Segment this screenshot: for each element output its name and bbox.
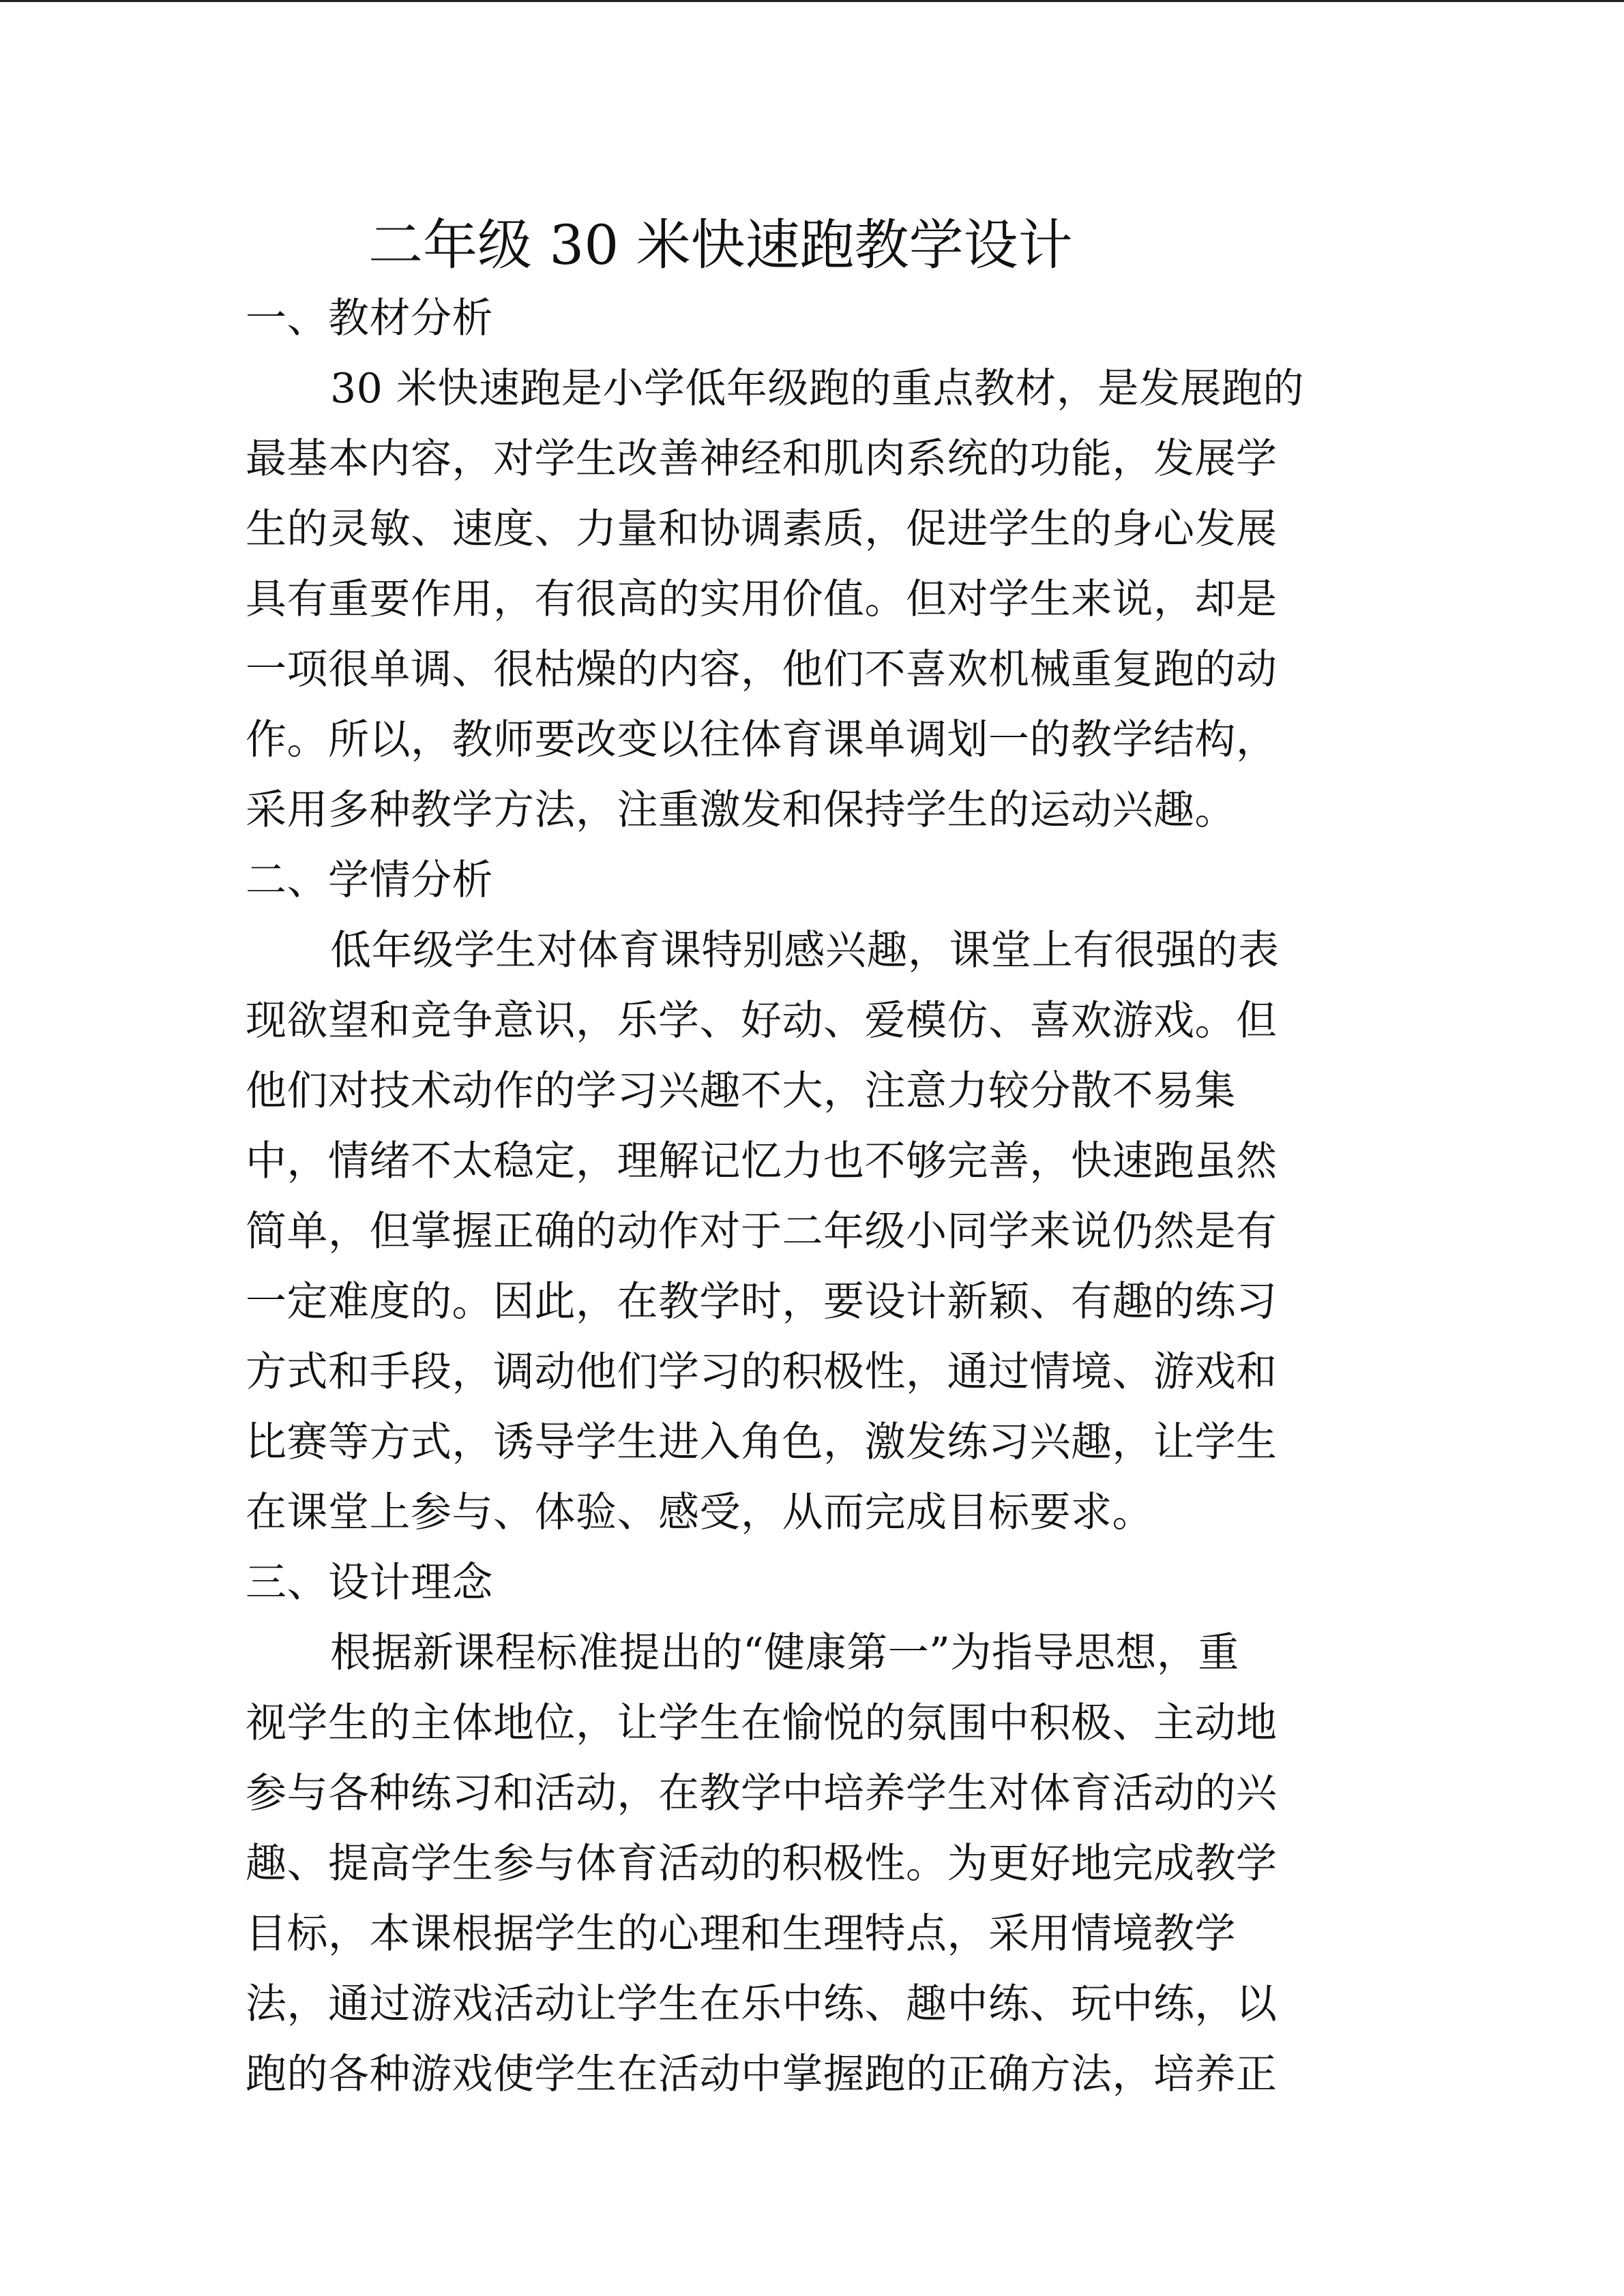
paragraph-line: 一定难度的。因此，在教学时，要设计新颖、有趣的练习 <box>246 1278 1278 1326</box>
paragraph-line: 生的灵敏、速度、力量和协调素质，促进学生的身心发展 <box>246 505 1278 553</box>
section-textbook-analysis <box>246 284 1350 846</box>
paragraph-line: 跑的各种游戏使学生在活动中掌握跑的正确方法，培养正 <box>246 2051 1278 2098</box>
paragraph-line: 现欲望和竞争意识，乐学、好动、爱模仿、喜欢游戏。但 <box>246 997 1278 1045</box>
document-page <box>246 205 1350 2110</box>
paragraph-line: 方式和手段，调动他们学习的积极性，通过情境、游戏和 <box>246 1348 1278 1396</box>
section-heading: 一、教材分析 <box>246 295 493 342</box>
paragraph-line: 一项很单调、很枯燥的内容，他们不喜欢机械重复跑的动 <box>246 646 1278 694</box>
paragraph-line: 视学生的主体地位，让学生在愉悦的氛围中积极、主动地 <box>246 1699 1278 1747</box>
paragraph-line: 参与各种练习和活动，在教学中培养学生对体育活动的兴 <box>246 1770 1278 1817</box>
section-design-concept <box>246 1548 1350 2110</box>
paragraph-line: 他们对技术动作的学习兴趣不大，注意力较分散不易集 <box>246 1067 1236 1115</box>
paragraph-line: 作。所以，教师要改变以往体育课单调划一的教学结构， <box>246 716 1278 764</box>
paragraph-line: 具有重要作用，有很高的实用价值。但对学生来说，却是 <box>246 576 1278 623</box>
paragraph-line: 中，情绪不太稳定，理解记忆力也不够完善，快速跑虽然 <box>246 1137 1278 1185</box>
document-title: 二年级 30 米快速跑教学设计 <box>368 213 1073 277</box>
paragraph-line: 最基本内容，对学生改善神经和肌肉系统的功能，发展学 <box>246 435 1278 483</box>
paragraph-line: 30 米快速跑是小学低年级跑的重点教材，是发展跑的 <box>330 365 1304 413</box>
paragraph-line: 比赛等方式，诱导学生进入角色，激发练习兴趣，让学生 <box>246 1418 1278 1466</box>
paragraph-line: 目标，本课根据学生的心理和生理特点，采用情境教学 <box>246 1910 1236 1958</box>
section-heading: 二、学情分析 <box>246 856 493 904</box>
section-heading: 三、设计理念 <box>246 1559 493 1607</box>
paragraph-line: 根据新课程标准提出的“健康第一”为指导思想，重 <box>330 1629 1239 1677</box>
paragraph-line: 在课堂上参与、体验、感受，从而完成目标要求。 <box>246 1489 1153 1536</box>
paragraph-line: 法，通过游戏活动让学生在乐中练、趣中练、玩中练，以 <box>246 1980 1278 2028</box>
section-student-analysis <box>246 846 1350 1548</box>
paragraph-line: 低年级学生对体育课特别感兴趣，课堂上有很强的表 <box>330 927 1280 974</box>
top-border-line <box>0 0 1624 2</box>
paragraph-line: 采用多种教学方法，注重激发和保持学生的运动兴趣。 <box>246 786 1236 834</box>
paragraph-line: 趣、提高学生参与体育活动的积极性。为更好地完成教学 <box>246 1840 1278 1888</box>
paragraph-line: 简单，但掌握正确的动作对于二年级小同学来说仍然是有 <box>246 1208 1278 1255</box>
